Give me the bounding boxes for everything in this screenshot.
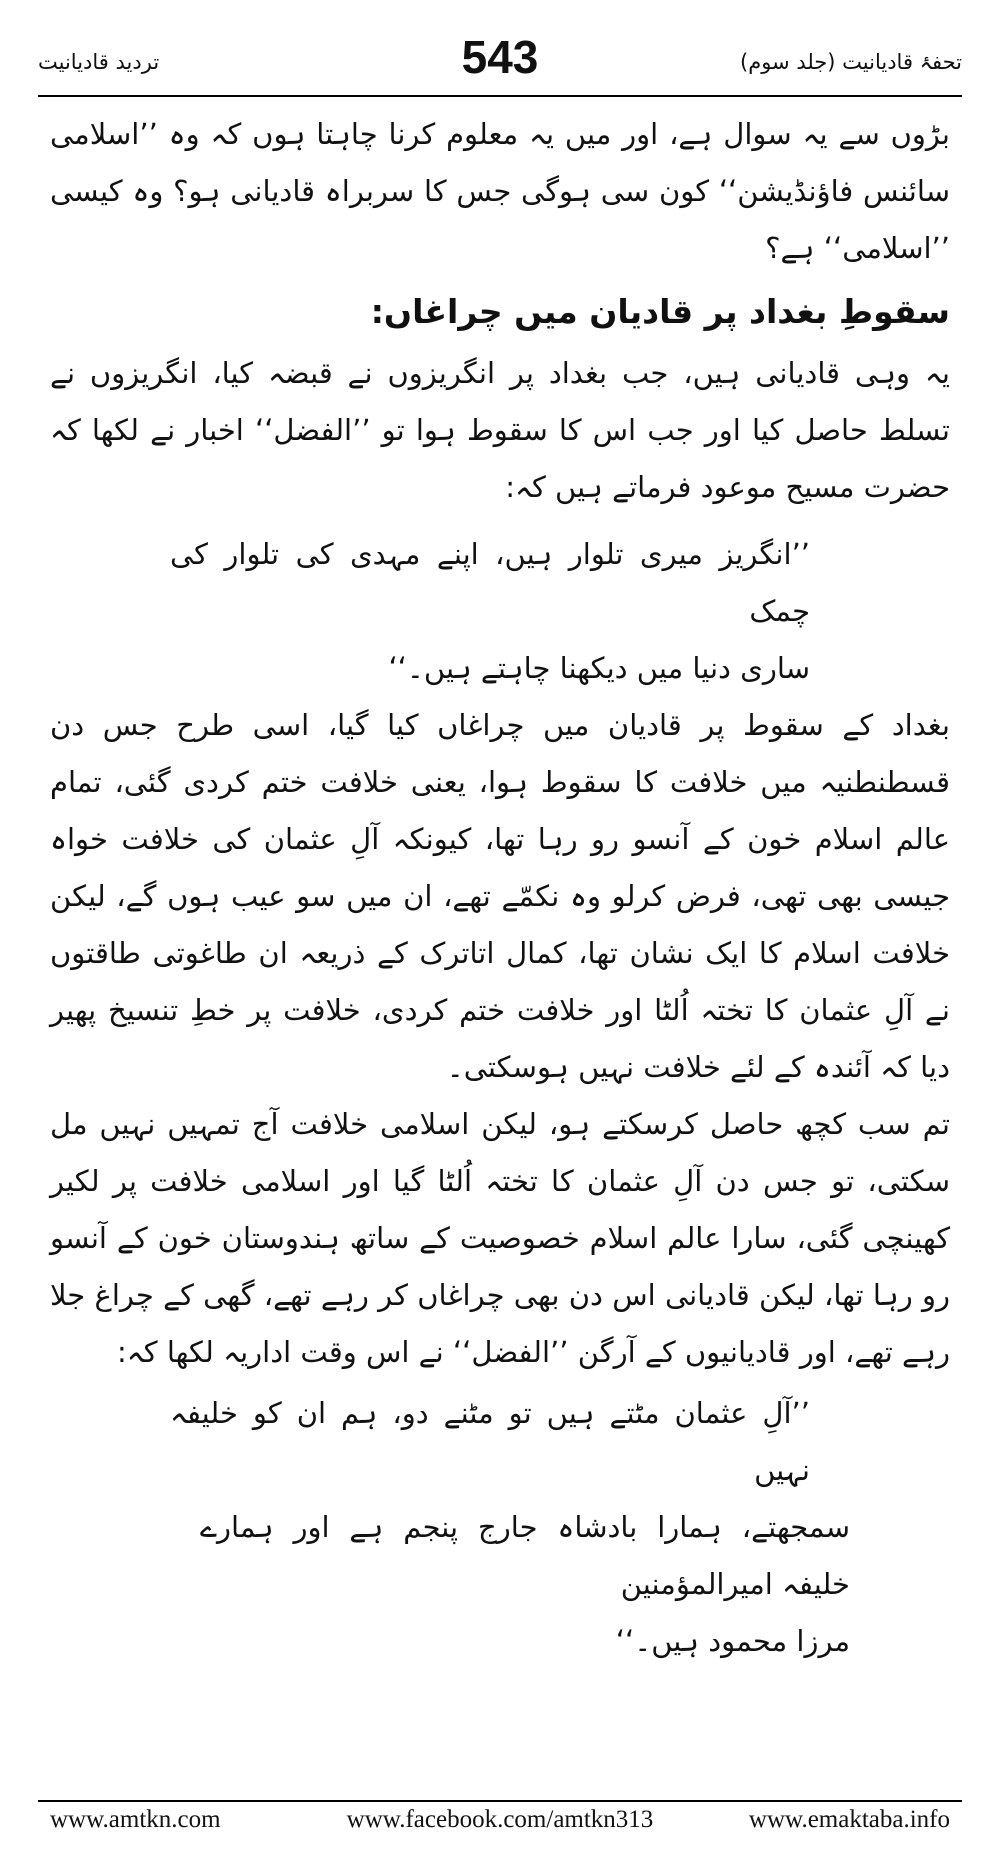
quote-2 xyxy=(50,1385,950,1670)
paragraph-1: بڑوں سے یہ سوال ہے، اور میں یہ معلوم کرنا چاہتا ہوں کہ وہ ’’اسلامی سائنس فاؤنڈیشن‘‘ کون سی ہوگی جس کا سربراہ قادیانی ہو؟ وہ کیسی ’’اسلامی‘‘ ہے؟ xyxy=(50,117,950,265)
paragraph-2: یہ وہی قادیانی ہیں، جب بغداد پر انگریزوں نے قبضہ کیا، انگریزوں نے تسلط حاصل کیا اور جب اس کا سقوط ہوا تو ’’الفضل‘‘ اخبار نے لکھا کہ حضرت مسیح موعود فرماتے ہیں کہ: xyxy=(50,356,950,504)
section-title: تردید قادیانیت xyxy=(38,50,160,74)
footer-divider xyxy=(38,1800,962,1802)
page-header xyxy=(38,30,962,90)
page-number: 543 xyxy=(461,31,539,83)
page-footer xyxy=(50,1806,950,1842)
quote-1-line-1: ’’انگریز میری تلوار ہیں، اپنے مہدی کی تلوار کی چمک xyxy=(170,537,810,628)
section-heading: سقوطِ بغداد پر قادیان میں چراغاں: xyxy=(370,292,950,331)
quote-2-line-3: مرزا محمود ہیں۔‘‘ xyxy=(615,1624,850,1658)
quote-2-line-2: سمجھتے، ہمارا بادشاہ جارج پنجم ہے اور ہمارے خلیفہ امیرالمؤمنین xyxy=(200,1510,850,1601)
book-title: تحفۂ قادیانیت (جلد سوم) xyxy=(740,50,962,74)
footer-link-amtkn[interactable]: www.amtkn.com xyxy=(50,1806,221,1833)
footer-link-emaktaba[interactable]: www.emaktaba.info xyxy=(748,1806,950,1833)
page-body xyxy=(50,106,950,1670)
quote-2-line-1: ’’آلِ عثمان مٹتے ہیں تو مٹنے دو، ہم ان کو خلیفہ نہیں xyxy=(170,1396,810,1487)
header-divider xyxy=(38,95,962,97)
quote-1 xyxy=(50,526,950,697)
paragraph-3: بغداد کے سقوط پر قادیان میں چراغاں کیا گیا، اسی طرح جس دن قسطنطنیہ میں خلافت کا سقوط ہوا، یعنی خلافت ختم کردی گئی، تمام عالم اسلام خون کے آنسو رو رہا تھا، کیونکہ آلِ عثمان کی خلافت خواہ جیسی بھی تھی، فرض کرلو وہ نکمّے تھے، ان میں سو عیب ہوں گے، لیکن خلافت اسلام کا ایک نشان تھا، کمال اتاترک کے ذریعہ ان طاغوتی طاقتوں نے آلِ عثمان کا تختہ اُلٹا اور خلافت ختم کردی، خلافت پر خطِ تنسیخ پھیر دیا کہ آئندہ کے لئے خلافت نہیں ہوسکتی۔ xyxy=(50,708,950,1084)
quote-1-line-2: ساری دنیا میں دیکھنا چاہتے ہیں۔‘‘ xyxy=(388,651,810,685)
paragraph-4: تم سب کچھ حاصل کرسکتے ہو، لیکن اسلامی خلافت آج تمہیں نہیں مل سکتی، تو جس دن آلِ عثمان کا تختہ اُلٹا گیا اور اسلامی خلافت پر لکیر کھینچی گئی، سارا عالم اسلام خصوصیت کے ساتھ ہندوستان خون کے آنسو رو رہا تھا، لیکن قادیانی اس دن بھی چراغاں کر رہے تھے، گھی کے چراغ جلا رہے تھے، اور قادیانیوں کے آرگن ’’الفضل‘‘ نے اس وقت اداریہ لکھا کہ: xyxy=(50,1107,950,1369)
footer-link-facebook[interactable]: www.facebook.com/amtkn313 xyxy=(346,1806,654,1833)
